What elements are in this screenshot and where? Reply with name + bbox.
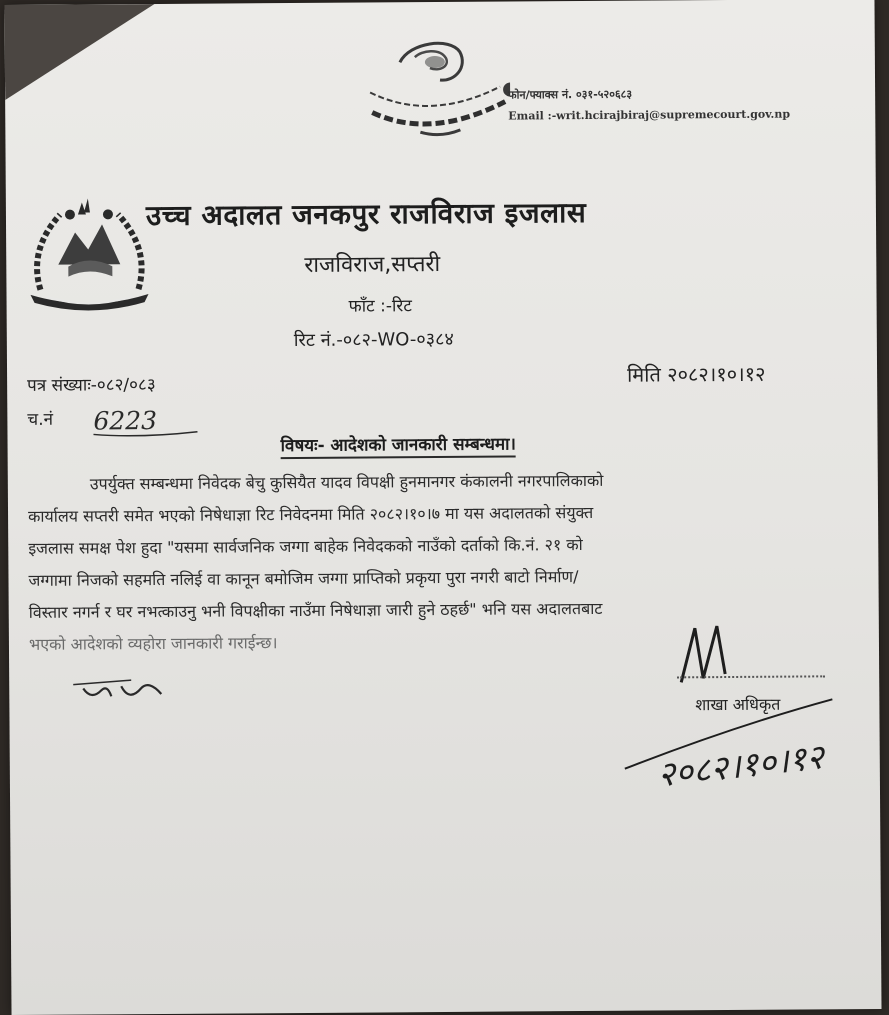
writ-number: रिट नं.-०८२-WO-०३८४ bbox=[293, 328, 454, 352]
handwritten-date bbox=[614, 695, 875, 811]
letter-date: मिति २०८२।१०।१२ bbox=[626, 361, 766, 387]
body-line-6: भएको आदेशको व्यहोरा जानकारी गराईन्छ। bbox=[28, 633, 278, 654]
email-address: Email :-writ.hcirajbiraj@supremecourt.gov.np bbox=[508, 107, 791, 123]
letter-page bbox=[4, 0, 881, 1015]
body-line-5: विस्तार नगर्न र घर नभत्काउनु भनी विपक्षीका नाउँमा निषेधाज्ञा जारी हुने ठहर्छ" भनि यस अदालतबाट bbox=[28, 598, 603, 622]
court-stamp bbox=[360, 32, 511, 152]
officer-title: शाखा अधिकृत bbox=[695, 694, 781, 715]
handwritten-date-text: २०८२।१०।१२ bbox=[655, 737, 827, 796]
subject-line: विषयः- आदेशको जानकारी सम्बन्धमा। bbox=[280, 431, 516, 459]
dispatch-number-handwritten bbox=[89, 402, 209, 443]
dispatch-label: च.नं bbox=[27, 409, 54, 430]
dispatch-number-text: 6223 bbox=[93, 405, 158, 436]
handwritten-initial bbox=[71, 674, 181, 709]
officer-signature bbox=[673, 620, 764, 695]
background-corner bbox=[4, 4, 155, 100]
phone-fax: फोन/फ्याक्स नं. ०३१-५२०६८३ bbox=[508, 87, 633, 102]
body-line-4: जग्गामा निजको सहमति नलिई वा कानून बमोजिम जग्गा प्राप्तिको प्रकृया पुरा नगरी बाटो निर्माण/ bbox=[28, 567, 579, 590]
court-name: उच्च अदालत जनकपुर राजविराज इजलास bbox=[145, 195, 587, 233]
body-line-3: इजलास समक्ष पेश हुदा "यसमा सार्वजनिक जग्गा बाहेक निवेदकको नाउँको दर्ताको कि.नं. २१ को bbox=[28, 535, 583, 558]
letter-number: पत्र संख्याः-०८२/०८३ bbox=[27, 375, 156, 396]
body-line-2: कार्यालय सप्तरी समेत भएको निषेधाज्ञा रिट निवेदनमा मिति २०८२।१०।७ मा यस अदालतको संयुक्त bbox=[27, 502, 594, 526]
branch-label: फाँट :-रिट bbox=[348, 296, 412, 317]
court-location: राजविराज,सप्तरी bbox=[304, 252, 441, 278]
body-line-1: उपर्युक्त सम्बन्धमा निवेदक बेचु कुसियैत यादव विपक्षी हुनमानगर कंकालनी नगरपालिकाको bbox=[89, 470, 604, 494]
nepal-emblem-icon bbox=[20, 194, 159, 315]
